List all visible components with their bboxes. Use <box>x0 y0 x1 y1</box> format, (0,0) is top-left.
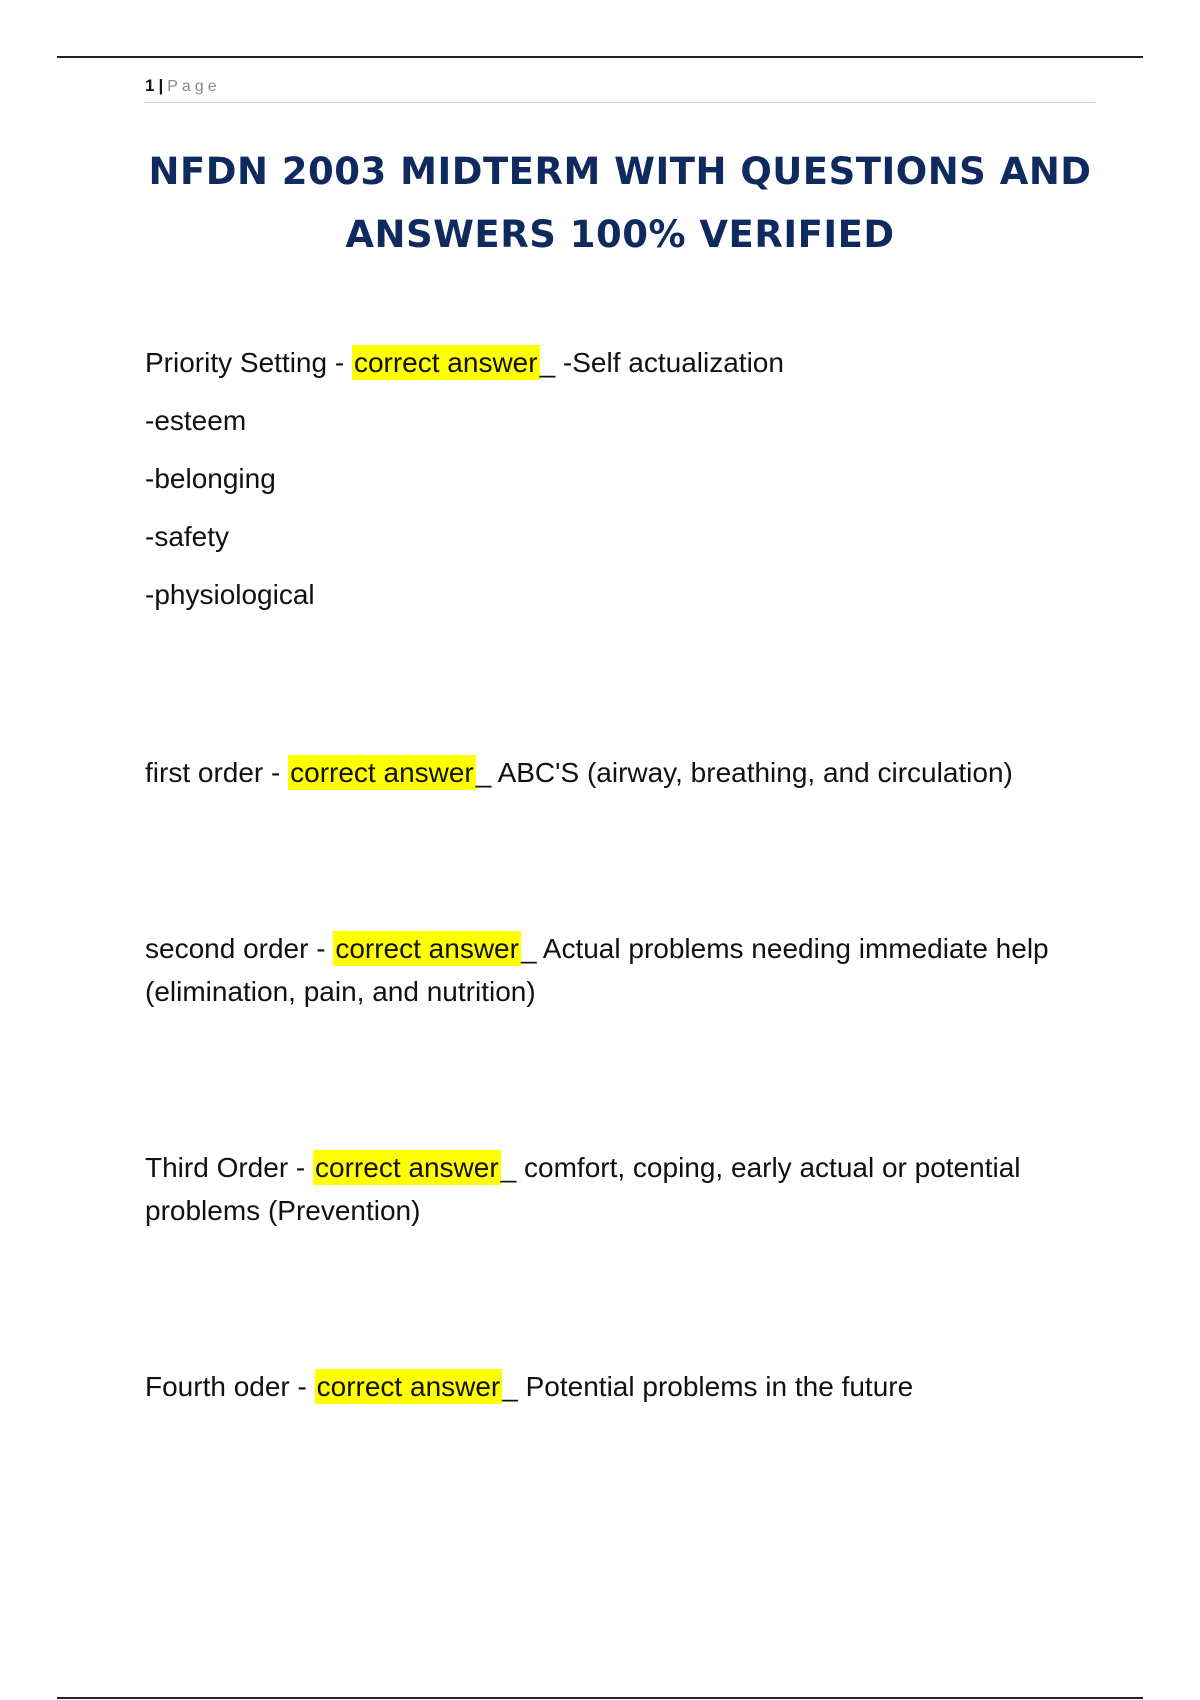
answer-marker: correct answer <box>335 933 519 964</box>
page-label: Page <box>167 78 221 95</box>
answer-marker: correct answer <box>290 757 474 788</box>
answer-marker-suffix: _ <box>500 1152 517 1183</box>
page-separator: | <box>158 76 164 95</box>
qa-sub-item: -esteem <box>145 405 247 436</box>
qa-answer: Actual problems needing immediate help (elimination, pain, and nutrition) <box>145 933 1049 1007</box>
qa-sub-item: -safety <box>145 521 230 552</box>
answer-marker-suffix: _ <box>475 757 492 788</box>
page-header <box>145 74 1095 103</box>
answer-marker: correct answer <box>316 1371 501 1402</box>
qa-item-second-order <box>145 927 1095 1013</box>
qa-term: Third Order - <box>145 1152 314 1183</box>
page-number: 1 <box>145 76 155 95</box>
qa-item-third-order <box>145 1146 1095 1232</box>
qa-answer: ABC'S (airway, breathing, and circulation) <box>491 757 1013 788</box>
answer-marker-suffix: _ <box>539 347 556 378</box>
answer-marker: correct answer <box>315 1152 499 1183</box>
qa-term: Fourth oder - <box>145 1371 315 1402</box>
qa-term: first order - <box>145 757 289 788</box>
qa-item-fourth-order <box>145 1365 1095 1408</box>
qa-term: Priority Setting - <box>145 347 352 378</box>
document-title: NFDN 2003 MIDTERM WITH QUESTIONS AND ANSWERS 100% VERIFIED <box>148 150 1092 256</box>
answer-marker-suffix: _ <box>520 933 537 964</box>
qa-item-priority-setting <box>145 341 1095 616</box>
top-rule <box>57 56 1143 58</box>
qa-sub-item: -physiological <box>145 579 315 610</box>
answer-marker: correct answer <box>353 347 538 378</box>
qa-sub-item: -belonging <box>145 463 276 494</box>
qa-answer: Potential problems in the future <box>517 1371 914 1402</box>
qa-answer: -Self actualization <box>555 347 784 378</box>
qa-item-first-order <box>145 751 1095 794</box>
bottom-rule <box>57 1697 1143 1699</box>
qa-answer: comfort, coping, early actual or potential problems (Prevention) <box>145 1152 1021 1226</box>
answer-marker-suffix: _ <box>502 1371 518 1402</box>
qa-term: second order - <box>145 933 334 964</box>
